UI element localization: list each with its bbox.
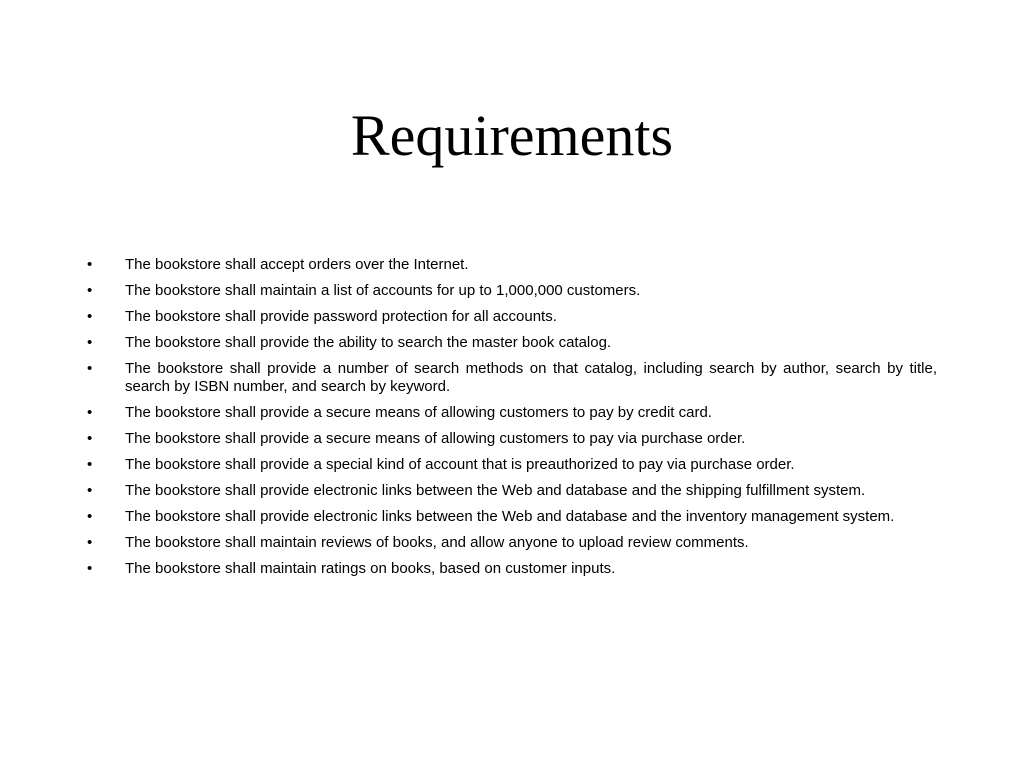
list-item [87, 560, 937, 578]
list-item [87, 360, 937, 396]
list-item-text: The bookstore shall provide a secure means of allowing customers to pay via purchase order. [125, 430, 746, 447]
list-item [87, 308, 937, 326]
list-item [87, 256, 937, 274]
list-item-text: The bookstore shall provide the ability to search the master book catalog. [125, 334, 612, 351]
list-item [87, 508, 937, 526]
bullet-icon: • [87, 256, 93, 273]
bullet-icon: • [87, 404, 93, 421]
bullet-icon: • [87, 534, 93, 551]
list-item [87, 456, 937, 474]
list-item-text: The bookstore shall maintain ratings on books, based on customer inputs. [125, 560, 616, 577]
list-item [87, 334, 937, 352]
list-item-text: The bookstore shall provide electronic links between the Web and database and the shipping fulfillment system. [125, 482, 866, 499]
bullet-icon: • [87, 430, 93, 447]
bullet-icon: • [87, 282, 93, 299]
list-item [87, 482, 937, 500]
list-item [87, 282, 937, 300]
bullet-icon: • [87, 482, 93, 499]
slide-title: Requirements [350, 103, 674, 168]
list-item-text: The bookstore shall provide a secure means of allowing customers to pay by credit card. [125, 404, 712, 421]
list-item [87, 534, 937, 552]
list-item-text: The bookstore shall maintain a list of accounts for up to 1,000,000 customers. [125, 282, 641, 299]
list-item-text: The bookstore shall provide password protection for all accounts. [125, 308, 557, 325]
list-item-text: The bookstore shall provide a number of search methods on that catalog, including search by author, search by title, search by ISBN number, and search by keyword. [125, 360, 937, 395]
bullet-icon: • [87, 560, 93, 577]
requirements-list [87, 256, 937, 586]
list-item-text: The bookstore shall maintain reviews of books, and allow anyone to upload review comments. [125, 534, 749, 551]
bullet-icon: • [87, 456, 93, 473]
list-item [87, 404, 937, 422]
bullet-icon: • [87, 360, 93, 377]
bullet-icon: • [87, 308, 93, 325]
list-item [87, 430, 937, 448]
list-item-text: The bookstore shall provide electronic links between the Web and database and the inventory management system. [125, 508, 895, 525]
bullet-icon: • [87, 508, 93, 525]
bullet-icon: • [87, 334, 93, 351]
list-item-text: The bookstore shall provide a special kind of account that is preauthorized to pay via purchase order. [125, 456, 795, 473]
list-item-text: The bookstore shall accept orders over the Internet. [125, 256, 469, 273]
